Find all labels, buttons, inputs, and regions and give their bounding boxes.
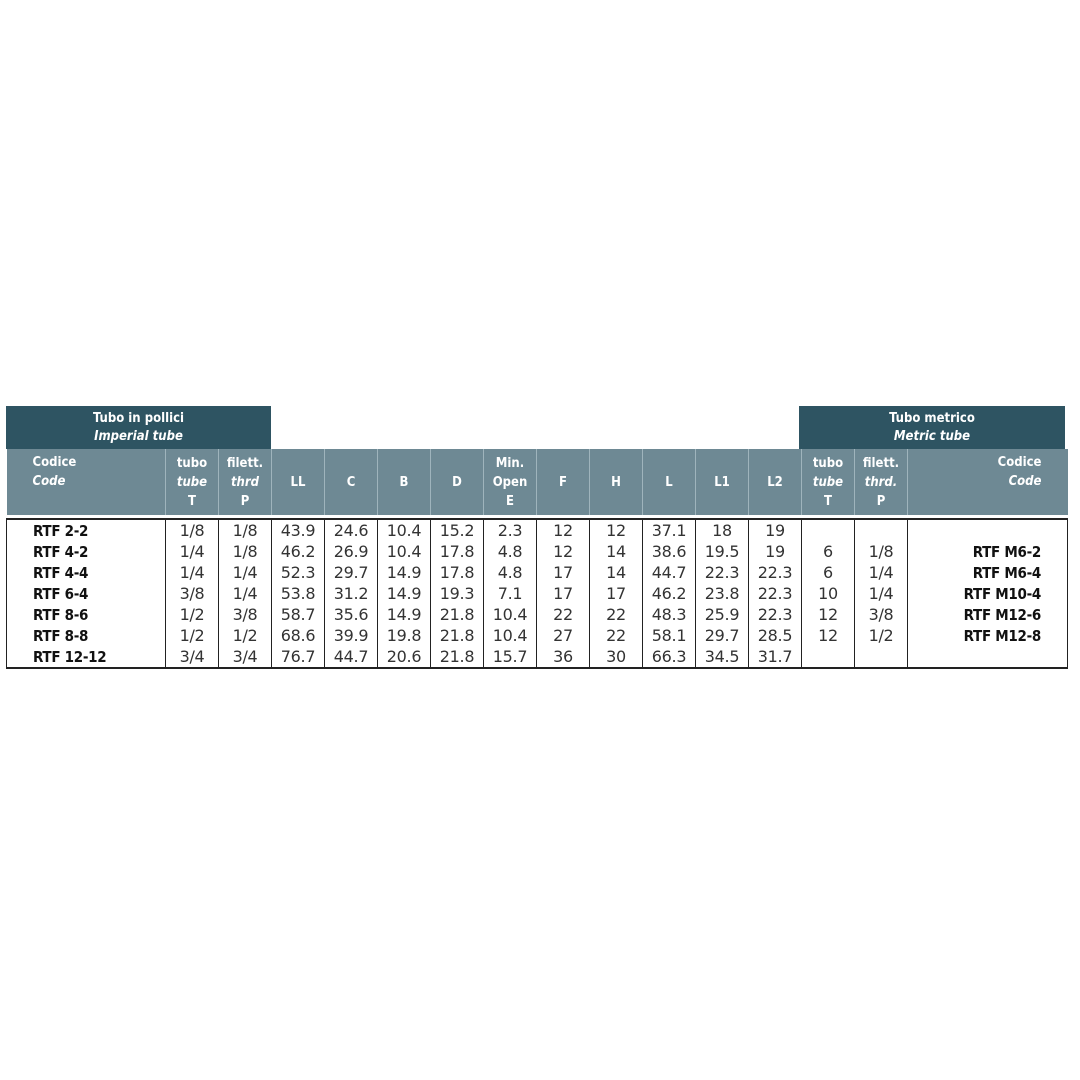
cell-code: RTF 6-4 — [7, 583, 166, 604]
cell-ll: 46.2 — [272, 541, 325, 562]
cell-l2: 28.5 — [749, 625, 802, 646]
cell-f: 17 — [537, 583, 590, 604]
col-thread-left-sublabel: thrd — [230, 474, 260, 490]
col-tube-left-sublabel: tube — [176, 474, 208, 490]
cell-code: RTF 4-2 — [7, 541, 166, 562]
table-row — [7, 562, 1068, 583]
col-min-open-symbol: E — [506, 493, 514, 509]
cell-mt — [802, 519, 855, 541]
cell-ll: 43.9 — [272, 519, 325, 541]
cell-l1: 23.8 — [696, 583, 749, 604]
col-l1: L1 — [696, 449, 749, 515]
cell-p: 1/8 — [219, 541, 272, 562]
cell-l1: 22.3 — [696, 562, 749, 583]
table-body — [7, 515, 1068, 668]
cell-e: 10.4 — [484, 604, 537, 625]
cell-c: 31.2 — [325, 583, 378, 604]
col-c: C — [325, 449, 378, 515]
cell-d: 21.8 — [431, 646, 484, 668]
col-thread-left-symbol: P — [240, 493, 250, 509]
cell-t: 1/4 — [166, 562, 219, 583]
cell-mcode: RTF M6-2 — [908, 541, 1068, 562]
cell-code: RTF 4-4 — [7, 562, 166, 583]
metric-tube-group-header — [799, 406, 1065, 449]
imperial-group-subtitle: Imperial tube — [94, 429, 183, 444]
cell-ll: 58.7 — [272, 604, 325, 625]
cell-code: RTF 12-12 — [7, 646, 166, 668]
cell-d: 17.8 — [431, 541, 484, 562]
group-header-row — [6, 406, 1065, 449]
cell-l: 48.3 — [643, 604, 696, 625]
col-ll: LL — [272, 449, 325, 515]
imperial-tube-group-header — [6, 406, 271, 449]
cell-mp: 3/8 — [855, 604, 908, 625]
cell-t: 3/4 — [166, 646, 219, 668]
cell-b: 14.9 — [378, 604, 431, 625]
cell-e: 4.8 — [484, 562, 537, 583]
col-thread-right-label: filett. — [862, 455, 900, 471]
cell-l1: 34.5 — [696, 646, 749, 668]
table-row — [7, 583, 1068, 604]
cell-t: 3/8 — [166, 583, 219, 604]
cell-code: RTF 8-8 — [7, 625, 166, 646]
col-thread-right-symbol: P — [876, 493, 886, 509]
col-h: H — [590, 449, 643, 515]
table-row — [7, 541, 1068, 562]
col-code-left-sublabel: Code — [32, 474, 66, 489]
cell-c: 24.6 — [325, 519, 378, 541]
cell-code: RTF 2-2 — [7, 519, 166, 541]
cell-f: 36 — [537, 646, 590, 668]
cell-c: 35.6 — [325, 604, 378, 625]
cell-mp: 1/2 — [855, 625, 908, 646]
col-l: L — [643, 449, 696, 515]
cell-mt: 6 — [802, 562, 855, 583]
cell-mt — [802, 646, 855, 668]
cell-h: 14 — [590, 562, 643, 583]
col-min-open-label1: Min. — [495, 455, 525, 471]
cell-f: 22 — [537, 604, 590, 625]
col-thread-right-sublabel: thrd. — [864, 474, 898, 490]
cell-l: 66.3 — [643, 646, 696, 668]
cell-mt: 12 — [802, 625, 855, 646]
cell-p: 1/8 — [219, 519, 272, 541]
cell-l2: 19 — [749, 519, 802, 541]
cell-ll: 68.6 — [272, 625, 325, 646]
cell-ll: 53.8 — [272, 583, 325, 604]
col-tube-left — [166, 449, 219, 515]
cell-d: 21.8 — [431, 604, 484, 625]
metric-group-subtitle: Metric tube — [893, 429, 971, 444]
cell-b: 19.8 — [378, 625, 431, 646]
cell-mp — [855, 519, 908, 541]
cell-l2: 19 — [749, 541, 802, 562]
col-b: B — [378, 449, 431, 515]
dimensions-table-container — [6, 406, 1065, 669]
cell-mp: 1/4 — [855, 583, 908, 604]
cell-h: 22 — [590, 604, 643, 625]
cell-d: 17.8 — [431, 562, 484, 583]
cell-d: 15.2 — [431, 519, 484, 541]
cell-ll: 52.3 — [272, 562, 325, 583]
dimensions-table — [6, 449, 1068, 669]
cell-e: 2.3 — [484, 519, 537, 541]
cell-f: 27 — [537, 625, 590, 646]
col-thread-right — [855, 449, 908, 515]
cell-l: 37.1 — [643, 519, 696, 541]
cell-l: 58.1 — [643, 625, 696, 646]
cell-e: 10.4 — [484, 625, 537, 646]
cell-mt: 6 — [802, 541, 855, 562]
col-code-left-label: Codice — [32, 455, 77, 470]
cell-l1: 25.9 — [696, 604, 749, 625]
cell-ll: 76.7 — [272, 646, 325, 668]
cell-mcode: RTF M6-4 — [908, 562, 1068, 583]
cell-l: 46.2 — [643, 583, 696, 604]
cell-mp: 1/8 — [855, 541, 908, 562]
cell-mt: 12 — [802, 604, 855, 625]
cell-mt: 10 — [802, 583, 855, 604]
cell-f: 17 — [537, 562, 590, 583]
cell-t: 1/8 — [166, 519, 219, 541]
cell-p: 1/4 — [219, 562, 272, 583]
cell-code: RTF 8-6 — [7, 604, 166, 625]
col-f: F — [537, 449, 590, 515]
cell-c: 44.7 — [325, 646, 378, 668]
table-row — [7, 604, 1068, 625]
col-min-open — [484, 449, 537, 515]
cell-b: 20.6 — [378, 646, 431, 668]
cell-h: 14 — [590, 541, 643, 562]
col-l2: L2 — [749, 449, 802, 515]
cell-b: 10.4 — [378, 541, 431, 562]
table-row — [7, 519, 1068, 541]
col-code-right-label: Codice — [997, 455, 1042, 470]
cell-l1: 19.5 — [696, 541, 749, 562]
cell-p: 3/8 — [219, 604, 272, 625]
col-code-right-sublabel: Code — [1008, 474, 1042, 489]
cell-b: 10.4 — [378, 519, 431, 541]
col-code-left — [7, 449, 166, 515]
cell-mcode — [908, 646, 1068, 668]
column-header-row — [7, 449, 1068, 515]
cell-c: 39.9 — [325, 625, 378, 646]
cell-c: 26.9 — [325, 541, 378, 562]
cell-e: 7.1 — [484, 583, 537, 604]
cell-b: 14.9 — [378, 562, 431, 583]
cell-f: 12 — [537, 541, 590, 562]
table-row — [7, 646, 1068, 668]
col-tube-left-label: tubo — [176, 455, 208, 471]
cell-h: 12 — [590, 519, 643, 541]
col-d: D — [431, 449, 484, 515]
col-code-right — [908, 449, 1068, 515]
imperial-group-title: Tubo in pollici — [92, 411, 185, 426]
cell-c: 29.7 — [325, 562, 378, 583]
cell-b: 14.9 — [378, 583, 431, 604]
cell-l1: 29.7 — [696, 625, 749, 646]
cell-mp: 1/4 — [855, 562, 908, 583]
metric-group-title: Tubo metrico — [889, 411, 975, 426]
cell-p: 1/4 — [219, 583, 272, 604]
cell-t: 1/2 — [166, 604, 219, 625]
cell-mcode: RTF M12-8 — [908, 625, 1068, 646]
cell-t: 1/2 — [166, 625, 219, 646]
cell-mcode — [908, 519, 1068, 541]
col-thread-left-label: filett. — [226, 455, 264, 471]
cell-l1: 18 — [696, 519, 749, 541]
col-tube-right-label: tubo — [812, 455, 844, 471]
col-tube-right-sublabel: tube — [812, 474, 844, 490]
cell-l: 38.6 — [643, 541, 696, 562]
cell-p: 3/4 — [219, 646, 272, 668]
cell-d: 21.8 — [431, 625, 484, 646]
cell-l2: 31.7 — [749, 646, 802, 668]
cell-p: 1/2 — [219, 625, 272, 646]
cell-e: 15.7 — [484, 646, 537, 668]
cell-mcode: RTF M10-4 — [908, 583, 1068, 604]
col-min-open-label2: Open — [492, 474, 528, 490]
cell-l2: 22.3 — [749, 562, 802, 583]
cell-l2: 22.3 — [749, 604, 802, 625]
cell-mp — [855, 646, 908, 668]
cell-mcode: RTF M12-6 — [908, 604, 1068, 625]
cell-h: 17 — [590, 583, 643, 604]
cell-h: 22 — [590, 625, 643, 646]
cell-e: 4.8 — [484, 541, 537, 562]
col-tube-right — [802, 449, 855, 515]
cell-d: 19.3 — [431, 583, 484, 604]
cell-t: 1/4 — [166, 541, 219, 562]
cell-l: 44.7 — [643, 562, 696, 583]
table-row — [7, 625, 1068, 646]
cell-h: 30 — [590, 646, 643, 668]
col-tube-left-symbol: T — [188, 493, 196, 509]
cell-l2: 22.3 — [749, 583, 802, 604]
cell-f: 12 — [537, 519, 590, 541]
col-tube-right-symbol: T — [824, 493, 832, 509]
col-thread-left — [219, 449, 272, 515]
